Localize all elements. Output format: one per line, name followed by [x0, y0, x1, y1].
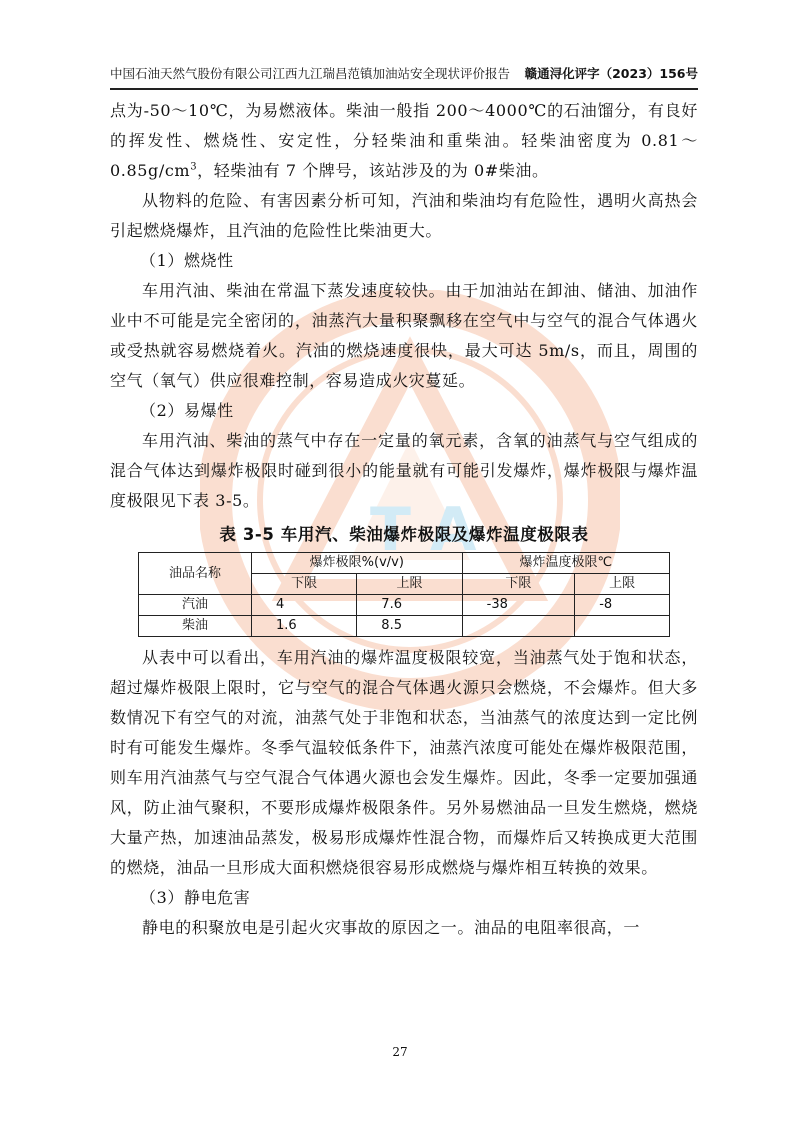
heading-static-electricity: （3）静电危害 — [140, 888, 251, 907]
paragraph-gasoline-diesel-properties: 点为-50～10℃，为易燃液体。柴油一般指 200～4000℃的石油馏分，有良好的挥发性、燃烧性、安定性，分轻柴油和重柴油。轻柴油密度为 $0.81\sim 0.85g/cm^3$，轻柴油有 7 个牌号，该站涉及的为 0#柴油。 — [110, 101, 698, 180]
header-temp-lower: 下限 — [462, 574, 575, 595]
svg-text:T: T — [370, 495, 411, 565]
paragraph-explosiveness: 车用汽油、柴油的蒸气中存在一定量的氧元素，含氧的油蒸气与空气组成的混合气体达到爆炸极限时碰到很小的能量就有可能引发爆炸，爆炸极限与爆炸温度极限见下表 3-5。 — [110, 431, 698, 510]
header-oil-name: 油品名称 — [139, 553, 252, 595]
cell-limit-upper: 8.5 — [357, 616, 462, 637]
header-temp-upper: 上限 — [575, 574, 670, 595]
cell-limit-lower: 1.6 — [252, 616, 357, 637]
header-limit-upper: 上限 — [357, 574, 462, 595]
paragraph-static-electricity: 静电的积聚放电是引起火灾事故的原因之一。油品的电阻率很高，一 — [142, 918, 641, 937]
heading-flammability: （1）燃烧性 — [140, 251, 234, 270]
cell-limit-lower: 4 — [252, 595, 357, 616]
cell-temp-lower: -38 — [462, 595, 575, 616]
svg-text:A: A — [430, 495, 477, 565]
header-document-number: 赣通浔化评字（2023）156号 — [524, 66, 698, 81]
page-number: 27 — [392, 1045, 408, 1059]
header-explosion-temp-limit: 爆炸温度极限℃ — [462, 553, 669, 574]
cell-temp-upper: -8 — [575, 595, 670, 616]
cell-temp-upper — [575, 616, 670, 637]
explosion-limit-table — [138, 552, 670, 637]
document-body — [110, 96, 698, 943]
header-report-title: 中国石油天然气股份有限公司江西九江瑞昌范镇加油站安全现状评价报告 — [110, 66, 511, 81]
heading-explosiveness: （2）易爆性 — [140, 401, 234, 420]
cell-limit-upper: 7.6 — [357, 595, 462, 616]
cell-oil-name: 柴油 — [139, 616, 252, 637]
paragraph-flammability: 车用汽油、柴油在常温下蒸发速度较快。由于加油站在卸油、储油、加油作业中不可能是完全密闭的，油蒸汽大量积聚飘移在空气中与空气的混合气体遇火或受热就容易燃烧着火。汽油的燃烧速度很快，最大可达 5m/s，而且，周围的空气（氧气）供应很难控制，容易造成火灾蔓延。 — [110, 281, 698, 390]
cell-oil-name: 汽油 — [139, 595, 252, 616]
header-limit-lower: 下限 — [252, 574, 357, 595]
page-header — [110, 58, 698, 90]
table-row — [139, 595, 670, 616]
table-caption: 表 3-5 车用汽、柴油爆炸极限及爆炸温度极限表 — [219, 525, 589, 544]
paragraph-table-analysis: 从表中可以看出，车用汽油的爆炸温度极限较宽，当油蒸气处于饱和状态，超过爆炸极限上限时，它与空气的混合气体遇火源只会燃烧，不会爆炸。但大多数情况下有空气的对流，油蒸气处于非饱和状态，当油蒸气的浓度达到一定比例时有可能发生爆炸。冬季气温较低条件下，油蒸汽浓度可能处在爆炸极限范围，则车用汽油蒸气与空气混合气体遇火源也会发生爆炸。因此，冬季一定要加强通风，防止油气聚积，不要形成爆炸极限条件。另外易燃油品一旦发生燃烧，燃烧大量产热，加速油品蒸发，极易形成爆炸性混合物，而爆炸后又转换成更大范围的燃烧，油品一旦形成大面积燃烧很容易形成燃烧与爆炸相互转换的效果。 — [110, 648, 698, 877]
cell-temp-lower — [462, 616, 575, 637]
header-explosion-limit: 爆炸极限%(v/v) — [252, 553, 463, 574]
table-row — [139, 616, 670, 637]
paragraph-hazard-summary: 从物料的危险、有害因素分析可知，汽油和柴油均有危险性，遇明火高热会引起燃烧爆炸，且汽油的危险性比柴油更大。 — [110, 191, 698, 240]
